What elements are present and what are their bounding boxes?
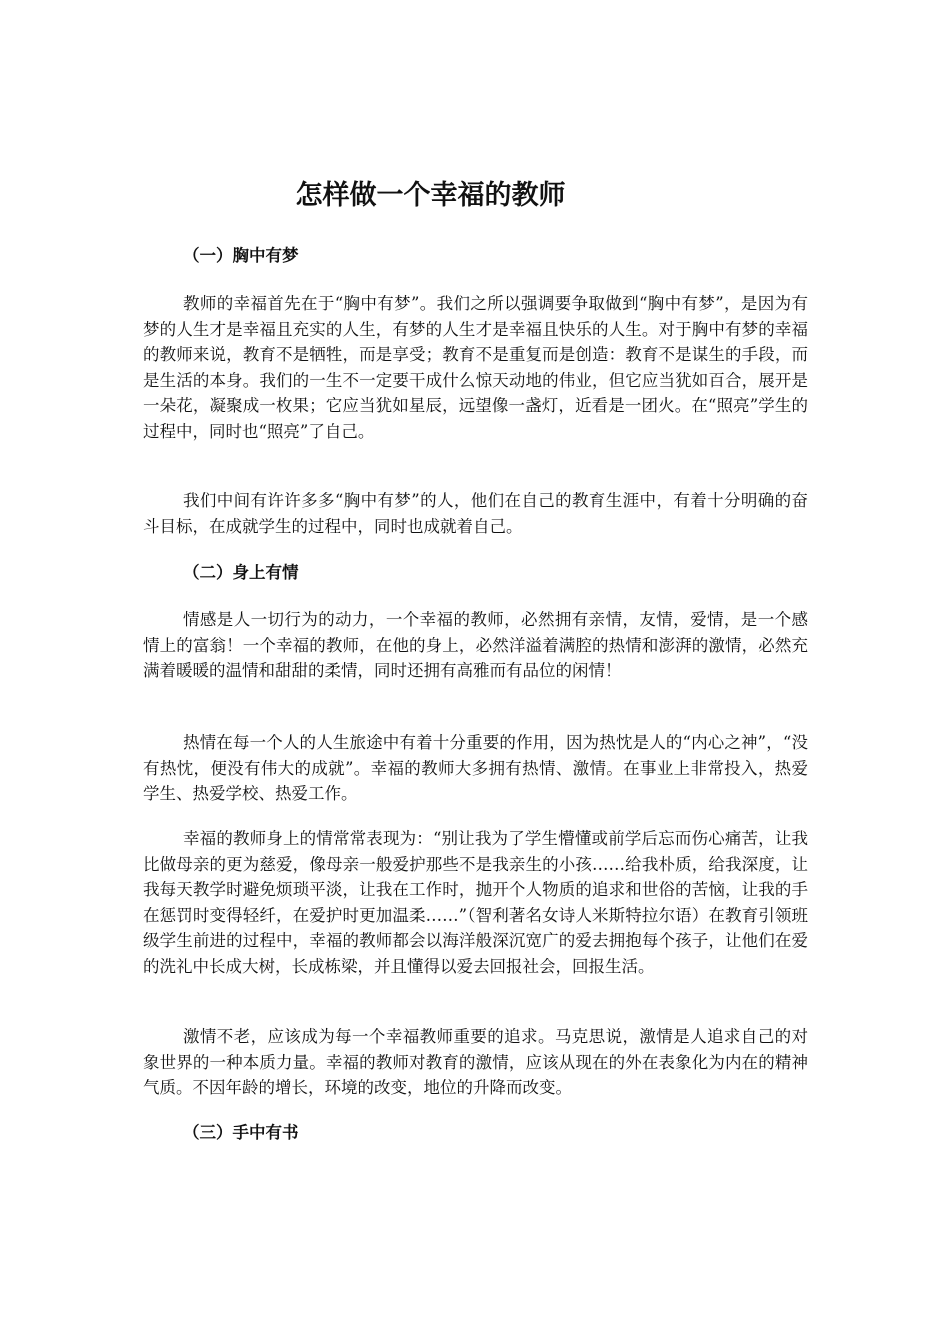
- paragraph: 热情在每一个人的人生旅途中有着十分重要的作用，因为热忱是人的“内心之神”，“没有热忱，便没有伟大的成就”。幸福的教师大多拥有热情、激情。在事业上非常投入，热爱学生、热爱学校、热爱工作。: [143, 733, 808, 803]
- section-heading-1: （一）胸中有梦: [183, 246, 299, 265]
- paragraph: 激情不老，应该成为每一个幸福教师重要的追求。马克思说，激情是人追求自己的对象世界的一种本质力量。幸福的教师对教育的激情，应该从现在的外在表象化为内在的精神气质。不因年龄的增长，环境的改变，地位的升降而改变。: [143, 1027, 808, 1097]
- section-heading-2: （二）身上有情: [183, 563, 299, 582]
- document-title: 怎样做一个幸福的教师: [295, 180, 566, 211]
- paragraph: 教师的幸福首先在于“胸中有梦”。我们之所以强调要争取做到“胸中有梦”，是因为有梦的人生才是幸福且充实的人生，有梦的人生才是幸福且快乐的人生。对于胸中有梦的幸福的教师来说，教育不是牺牲，而是享受；教育不是重复而是创造：教育不是谋生的手段，而是生活的本身。我们的一生不一定要干成什么惊天动地的伟业，但它应当犹如百合，展开是一朵花，凝聚成一枚果；它应当犹如星辰，远望像一盏灯，近看是一团火。在“照亮”学生的过程中，同时也“照亮”了自己。: [143, 294, 808, 441]
- paragraph: 我们中间有许许多多“胸中有梦”的人，他们在自己的教育生涯中，有着十分明确的奋斗目标，在成就学生的过程中，同时也成就着自己。: [143, 491, 808, 536]
- paragraph: 幸福的教师身上的情常常表现为：“别让我为了学生懵懂或前学后忘而伤心痛苦，让我比做母亲的更为慈爱，像母亲一般爱护那些不是我亲生的小孩……给我朴质，给我深度，让我每天教学时避免烦琐平淡，让我在工作时，抛开个人物质的追求和世俗的苦恼，让我的手在惩罚时变得轻纤，在爱护时更加温柔……”（智利著名女诗人米斯特拉尔语）在教育引领班级学生前进的过程中，幸福的教师都会以海洋般深沉宽广的爱去拥抱每个孩子，让他们在爱的洗礼中长成大树，长成栋梁，并且懂得以爱去回报社会，回报生活。: [143, 829, 808, 976]
- section-heading-3: （三）手中有书: [183, 1123, 299, 1142]
- paragraph: 情感是人一切行为的动力，一个幸福的教师，必然拥有亲情，友情，爱情，是一个感情上的富翁！一个幸福的教师，在他的身上，必然洋溢着满腔的热情和澎湃的激情，必然充满着暖暖的温情和甜甜的柔情，同时还拥有高雅而有品位的闲情！: [143, 610, 808, 680]
